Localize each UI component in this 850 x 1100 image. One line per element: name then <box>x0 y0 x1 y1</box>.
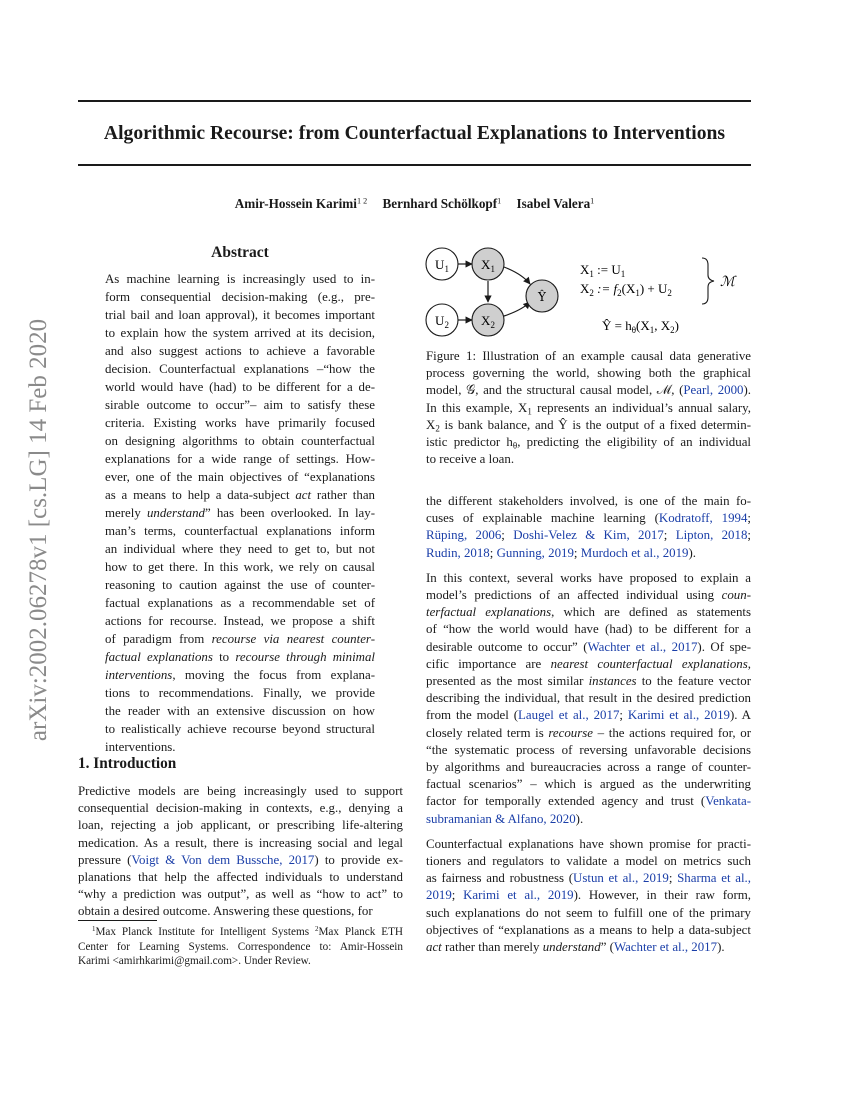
text-line: In this example, $X_1$ represents an individual’s annual salary, <box>426 400 751 417</box>
right-column-body <box>426 493 751 964</box>
text-line: As machine learning is increasingly used to in- <box>105 272 375 286</box>
text-line: istic predictor $h_\theta$, predicting the eligibility of an individual <box>426 435 751 451</box>
citation-link[interactable]: Sharma et al., <box>677 871 751 886</box>
equation-x2: $X_2$ := $f_2(X_1) + U_2$ <box>580 281 672 298</box>
text-line: $X_2$ is bank balance, and Ŷ is the output of a fixed determin- <box>426 417 751 434</box>
text-line: such explanations do not seem to fulfill one of the primary <box>426 905 751 920</box>
text-line: pressure (Voigt & Von dem Bussche, 2017) to provide ex- <box>78 852 403 867</box>
text-line: form consequential decision-making (e.g., pre- <box>105 290 375 304</box>
arxiv-identifier-stamp: arXiv:2002.06278v1 [cs.LG] 14 Feb 2020 <box>25 318 53 742</box>
text-line: to realistically achieve recourse beyond structural <box>105 722 375 736</box>
text-line: process governing the world, showing both the graphical <box>426 366 751 381</box>
author-1-affiliation: 1 2 <box>356 196 368 206</box>
citation-link[interactable]: Venkata- <box>705 794 751 809</box>
author-3: Isabel Valera$^1$ <box>516 196 595 211</box>
text-line: In this context, several works have proposed to explain a <box>426 570 751 585</box>
model-brace <box>702 258 714 304</box>
citation-link[interactable]: Karimi et al., 2019 <box>627 708 730 723</box>
citation-link[interactable]: Wachter et al., 2017 <box>613 940 718 955</box>
citation-link[interactable]: Laugel et al., 2017 <box>518 708 620 723</box>
text-line: interventions, moving the focus from explana- <box>105 668 375 682</box>
text-line: desirable outcome to occur” (Wachter et al., 2017). Of spe- <box>426 639 751 654</box>
text-line: of paradigm from recourse via nearest counter- <box>105 632 375 646</box>
text-line: factual explanations to recourse through minimal <box>105 650 375 664</box>
text-line: cific importance are nearest counterfactual explanations, <box>426 656 751 671</box>
author-2-affiliation: 1 <box>497 196 502 206</box>
text-line: loan, rejecting a job applicant, or prescribing life-altering <box>78 818 403 833</box>
author-3-affiliation: 1 <box>590 196 595 206</box>
text-line: Karimi <amirhkarimi@gmail.com>. Under Review. <box>78 955 311 968</box>
text-line: interventions. <box>105 740 176 754</box>
text-line: to receive a loan. <box>426 452 515 467</box>
text-line: the reader with an extensive discussion on how <box>105 704 375 718</box>
text-line: factual explanations as a recommendable set of <box>105 596 375 610</box>
text-line: closely related term is recourse – the actions required for, or <box>426 725 751 740</box>
edge-x1-yhat <box>504 267 530 284</box>
text-line: Counterfactual explanations have shown promise for practi- <box>426 836 751 851</box>
text-line: how to get there. In this work, we rely on causal <box>105 560 375 574</box>
causal-model-figure <box>420 236 760 341</box>
citation-link[interactable]: Lipton, 2018 <box>675 528 748 543</box>
node-x2-label: $X_2$ <box>481 313 495 330</box>
text-line: “the systematic process of reversing unfavorable decisions <box>426 742 751 757</box>
text-line: Predictive models are being increasingly used to support <box>78 784 403 798</box>
text-line: Rudin, 2018; Gunning, 2019; Murdoch et al., 2019). <box>426 545 697 560</box>
paragraph-counterfactual-explanations <box>426 570 751 828</box>
text-line: act rather than merely understand” (Wachter et al., 2017). <box>426 940 725 955</box>
text-line: ever, one of the main objectives of “explanations <box>105 470 375 484</box>
text-line: obtain a desired outcome. Answering these questions, for <box>78 904 373 919</box>
text-line: of “how the world would have (had) to be different for a <box>426 622 751 637</box>
text-line: man’s terms, counterfactual explanations inform <box>105 524 375 538</box>
paragraph-practitioners <box>426 836 751 956</box>
citation-link[interactable]: Doshi-Velez & Kim, 2017 <box>513 528 664 543</box>
text-line: cuses of explainable machine learning (Kodratoff, 1994; <box>426 511 752 526</box>
text-line: sirable outcome to occur”– aim to satisfy these <box>105 398 375 412</box>
text-line: tioners and regulators to validate a model on metrics such <box>426 854 751 869</box>
text-line: Rüping, 2006; Doshi-Velez & Kim, 2017; Lipton, 2018; <box>426 528 751 543</box>
abstract-heading: Abstract <box>211 244 269 261</box>
text-line: model’s predictions of an affected individual using coun- <box>426 588 751 603</box>
citation-link[interactable]: subramanian & Alfano, 2020 <box>426 811 576 826</box>
text-line: tions to recommendations. Finally, we provide <box>105 686 375 700</box>
node-x1-label: $X_1$ <box>481 257 495 274</box>
equation-x1: $X_1$ := $U_1$ <box>580 262 626 279</box>
text-line: objectives of “explanations as a means to help a data-subject <box>426 922 751 937</box>
text-line: Figure 1: Illustration of an example causal data generative <box>426 349 751 363</box>
text-line: criteria. Existing works have primarily focused <box>105 416 375 430</box>
text-line: from the model (Laugel et al., 2017; Karimi et al., 2019). A <box>426 708 751 723</box>
citation-link[interactable]: Karimi et al., 2019 <box>463 888 574 903</box>
node-u1-label: $U_1$ <box>435 257 449 274</box>
introduction-body <box>78 783 403 921</box>
text-line: medication. As a result, there is increasing social and legal <box>78 835 403 850</box>
author-list <box>78 195 751 213</box>
citation-link[interactable]: Voigt & Von dem Bussche, 2017 <box>131 852 315 867</box>
text-line: explanations for a wide range of settings. How- <box>105 452 375 466</box>
text-line: model, 𝒢, and the structural causal model, ℳ, (Pearl, 2000). <box>426 383 751 398</box>
text-line: as a means to help a data-subject act rather than <box>105 488 375 502</box>
text-line: subramanian & Alfano, 2020). <box>426 811 584 826</box>
edge-x2-yhat <box>504 302 530 316</box>
text-line: trial bail and loan approval), it becomes important <box>105 308 375 322</box>
author-1: Amir-Hossein Karimi$^{1 2}$ <box>234 196 368 211</box>
text-line: actions for recourse. Instead, we propose a shift <box>105 614 375 628</box>
text-line: factor for temporally extended agency and trust (Venkata- <box>426 794 751 809</box>
text-line: describing the individual, that result in the desired prediction <box>426 691 751 706</box>
citation-link[interactable]: Murdoch et al., 2019 <box>580 545 689 560</box>
paper-title: Algorithmic Recourse: from Counterfactual Explanations to Interventions <box>103 123 726 144</box>
text-line: world would have (had) to be different for a de- <box>105 380 375 394</box>
citation-link[interactable]: 2019 <box>426 888 452 903</box>
abstract-body <box>105 270 375 756</box>
text-line: terfactual explanations, which are defined as statements <box>426 605 751 620</box>
introduction-heading: 1. Introduction <box>78 755 177 772</box>
text-line: presented as the most similar instances to the feature vector <box>426 674 751 689</box>
citation-link[interactable]: Wachter et al., 2017 <box>587 639 698 654</box>
text-line: on designing algorithms to obtain counterfactual <box>105 434 375 448</box>
text-line: factual scenarios” – which is argued as the underwriting <box>426 777 751 792</box>
author-2: Bernhard Schölkopf$^1$ <box>382 196 502 211</box>
footnote-rule <box>78 920 157 921</box>
text-line: to explain how the system arrived at its decision, <box>105 326 375 340</box>
citation-link[interactable]: Ustun et al., 2019 <box>573 871 669 886</box>
title-bottom-rule <box>78 164 751 166</box>
affiliation-footnote <box>78 925 403 969</box>
text-line: $^1$Max Planck Institute for Intelligent Systems $^2$Max Planck ETH <box>92 925 403 938</box>
text-line: 2019; Karimi et al., 2019). However, in their raw form, <box>426 888 751 903</box>
equation-yhat: Ŷ = $h_\theta(X_1$, $X_2$) <box>602 318 679 335</box>
citation-link[interactable]: Pearl, 2000 <box>683 383 744 398</box>
text-line: as fairness and robustness (Ustun et al., 2019; Sharma et al., <box>426 871 751 886</box>
citation-link[interactable]: Kodratoff, 1994 <box>658 511 748 526</box>
citation-link[interactable]: Rudin, 2018 <box>426 545 490 560</box>
text-line: merely understand” has been overlooked. In lay- <box>105 506 375 520</box>
text-line: by algorithms and bureaucracies across a range of counter- <box>426 760 751 775</box>
text-line: the different stakeholders involved, is one of the main fo- <box>426 494 751 508</box>
text-line: “why a prediction was output”, as well as “how to act” to <box>78 887 403 902</box>
text-line: Center for Learning Systems. Correspondence to: Amir-Hossein <box>78 940 403 953</box>
text-line: decision. Counterfactual explanations –“how the <box>105 362 375 376</box>
figure-1-caption <box>426 348 751 468</box>
citation-link[interactable]: Gunning, 2019 <box>496 545 574 560</box>
model-symbol: ℳ <box>720 274 735 290</box>
text-line: planations that help the affected individuals to understand <box>78 870 403 885</box>
text-line: and also suggest actions to achieve a favorable <box>105 344 375 358</box>
causal-graph <box>420 236 760 341</box>
node-u2-label: $U_2$ <box>435 313 449 330</box>
node-yhat-label: Ŷ <box>538 290 546 304</box>
text-line: reasoning to caution against the use of counter- <box>105 578 375 592</box>
top-rule <box>78 100 751 102</box>
text-line: an individual where they need to get to, but not <box>105 542 375 556</box>
text-line: consequential decision-making in contexts, e.g., denying a <box>78 801 403 816</box>
paragraph-explainable-ml <box>426 493 751 562</box>
citation-link[interactable]: Rüping, 2006 <box>426 528 502 543</box>
